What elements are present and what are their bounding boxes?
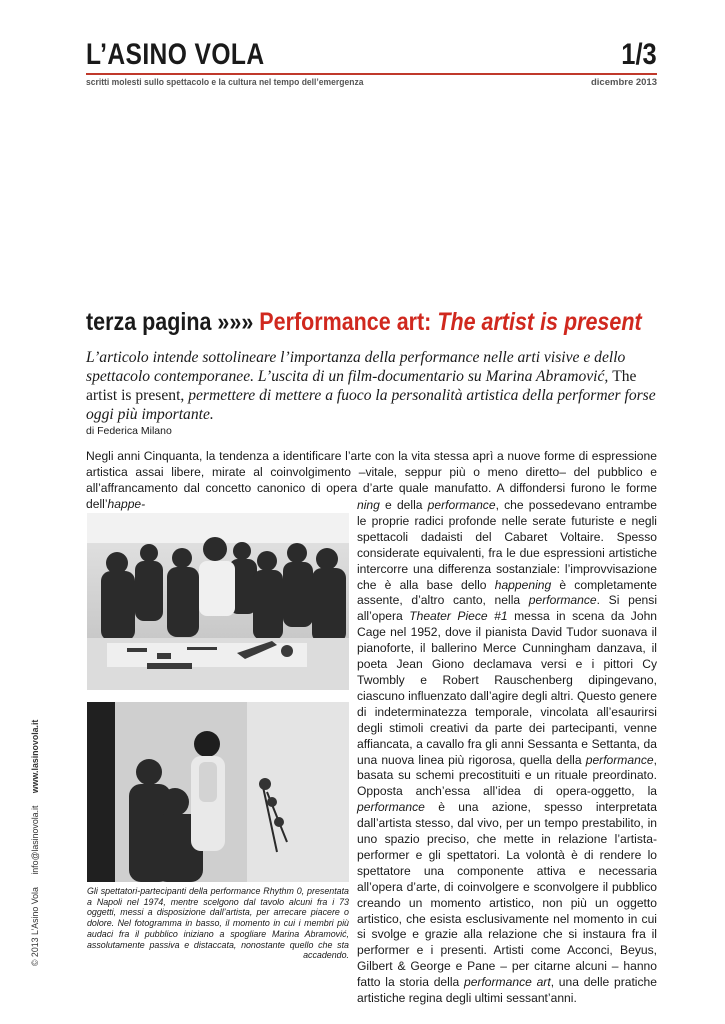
- article-lead: [86, 348, 656, 424]
- body-italic: performance: [427, 498, 496, 512]
- intro-italic: happe-: [107, 496, 146, 511]
- issue-number: 1/3: [621, 38, 657, 71]
- lead-part1: L’articolo intende sottolineare l’importanza della performance nelle arti visive e dello spettacolo contemporanee. L’uscita di un film-documentario su Marina Abramović,: [86, 349, 626, 385]
- body-text: e della: [379, 498, 428, 512]
- body-text: è completamente assente, d’altro canto, nella: [357, 577, 657, 608]
- photo-caption: Gli spettatori-partecipanti della performance Rhythm 0, presentata a Napoli nel 1974, mentre scelgono dal tavolo alcuni fra i 73 oggetti, messi a disposizione dall’artista, per arrecare piacere o dolore. Nel fotogramma in basso, il momento in cui i membri più audaci fra il pubblico iniziano a spogliare Marina Abramović, assolutamente passiva e distaccata, nonostante quello che sta accadendo.: [87, 886, 349, 961]
- headline-title: Performance art:: [259, 308, 432, 336]
- article-body: [357, 498, 657, 1007]
- masthead-subtitle: scritti molesti sullo spettacolo e la cultura nel tempo dell’emergenza: [86, 77, 364, 88]
- body-italic: happening: [494, 577, 552, 592]
- body-text: messa in scena da John Cage nel 1952, dove il pianista David Tudor suonava il pianoforte, il ballerino Merce Cunningham danzava, il poeta Jean Giono declamava versi e i pittori Cy Twombly e Robert Rauschenberg dipingevano, ciascuno influenzato dall’agire degli altri. Questo genere di indeterminatezza temporale, vincolata all’esaurirsi degli stimoli creativi da parte dei partecipanti, venne affiancata, a cavallo fra gli anni Sessanta e Settanta, da una nuova linea più rigorosa, quella della: [357, 609, 658, 767]
- body-text: , una delle pratiche artistiche regina degli ultimi sessant’anni.: [357, 975, 657, 1006]
- contact-email[interactable]: info@lasinovola.it: [30, 805, 40, 875]
- body-italic: performance art: [463, 975, 551, 990]
- copyright-notice: © 2013 L’Asino Vola: [30, 887, 40, 966]
- side-credits: [30, 720, 40, 966]
- body-italic: ning: [357, 498, 380, 512]
- lead-part3: permettere di mettere a fuoco la personalità artistica della performer forse oggi più importante.: [86, 387, 656, 423]
- issue-date: dicembre 2013: [590, 77, 657, 88]
- section-label: terza pagina »»»: [86, 308, 254, 336]
- body-text: . Si pensi all’opera: [357, 593, 658, 624]
- body-italic: performance: [357, 800, 425, 815]
- headline-title-italic: The artist is present: [437, 308, 642, 336]
- masthead-divider: [86, 73, 657, 75]
- body-italic: performance: [528, 593, 597, 608]
- lead-part2: The artist is present,: [86, 368, 637, 404]
- body-italic: performance: [585, 752, 654, 767]
- body-text: , che possedevano entrambe le proprie radici profonde nelle serate futuriste e negli spettacoli dadaisti del Cabaret Voltaire. Spesso considerate equivalenti, fra le due espressioni artistiche intercorre una differenza sostanziale: l’improvvisazione che è alla base dello: [357, 498, 657, 592]
- photo-rhythm0-audience: [87, 513, 349, 690]
- photo-abramovic: [87, 702, 349, 882]
- masthead-title: L’ASINO VOLA: [86, 38, 265, 71]
- body-text: , basata su schemi precostituiti e un rituale preordinato. Opposta anch’essa all’idea di opera-oggetto, la: [357, 752, 657, 799]
- website-link[interactable]: www.lasinovola.it: [30, 719, 40, 794]
- body-italic: Theater Piece #1: [409, 609, 508, 624]
- body-text: è una azione, spesso interpretata dall’artista stesso, dal vivo, per un tempo prestabilito, in uno spazio preciso, che mette in relazione l’artista-performer e gli spettatori. La volontà è di rendere lo spettatore una componente attiva e necessaria all’opera d’arte, di coinvolgere e sconvolgere il pubblico creando un momento artistico, non più un oggetto artistico, che esista esclusivamente nel momento in cui si svolge e grazie alla relazione che si instaura fra il performer e i presenti. Artisti come Acconci, Beyus, Gilbert & George e Pane – per citarne alcuni – hanno fatto la storia della: [357, 800, 657, 990]
- article-headline: [86, 308, 642, 337]
- byline: di Federica Milano: [86, 425, 172, 437]
- intro-text: Negli anni Cinquanta, la tendenza a identificare l’arte con la vita stessa aprì a nuove forme di espressione artistica assai libere, mirate al coinvolgimento –vitale, seppur più o meno diretto– del pubblico e all’affrancamento dal concetto canonico di opera d’arte quale manufatto. A diffondersi furono le forme dell’: [86, 449, 657, 511]
